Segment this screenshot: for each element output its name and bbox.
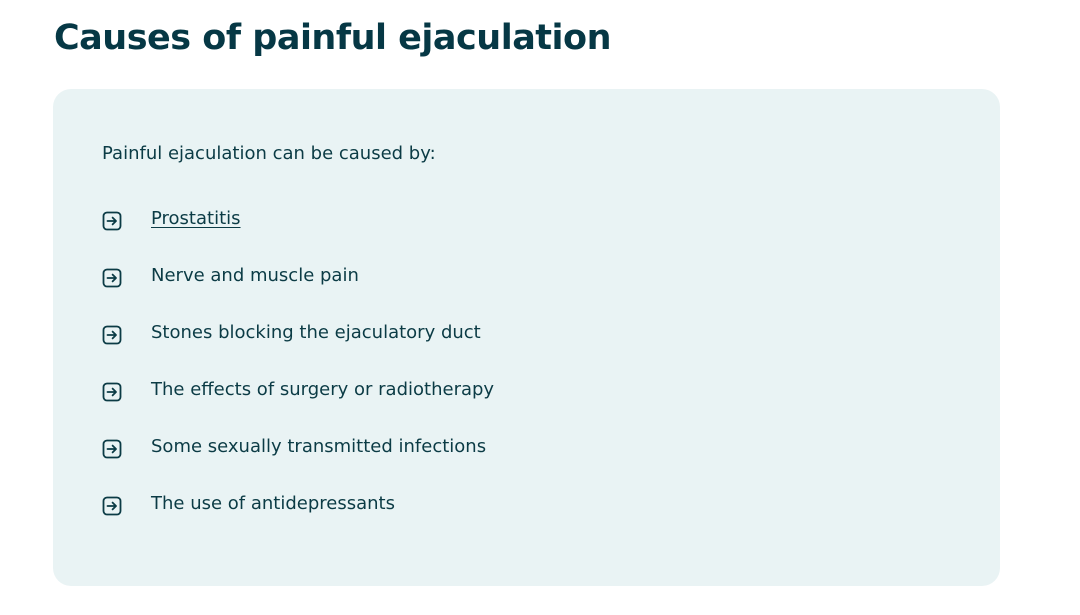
cause-label: Nerve and muscle pain [151, 265, 359, 286]
intro-text: Painful ejaculation can be caused by: [102, 143, 436, 164]
list-item [102, 264, 494, 321]
cause-label: The use of antidepressants [151, 493, 395, 514]
cause-label: The effects of surgery or radiotherapy [151, 379, 495, 400]
cause-label: Some sexually transmitted infections [151, 436, 487, 457]
arrow-right-square-icon [102, 496, 122, 516]
arrow-right-square-icon [102, 439, 122, 459]
list-item [102, 378, 494, 435]
cause-label: Stones blocking the ejaculatory duct [151, 322, 481, 343]
arrow-right-square-icon [102, 211, 122, 231]
causes-card [53, 89, 1000, 586]
list-item [102, 207, 494, 264]
arrow-right-square-icon [102, 268, 122, 288]
cause-list [102, 207, 494, 549]
list-item [102, 321, 494, 378]
list-item [102, 492, 494, 549]
prostatitis-link[interactable]: Prostatitis [151, 208, 241, 229]
page-title: Causes of painful ejaculation [54, 18, 612, 58]
arrow-right-square-icon [102, 325, 122, 345]
arrow-right-square-icon [102, 382, 122, 402]
list-item [102, 435, 494, 492]
